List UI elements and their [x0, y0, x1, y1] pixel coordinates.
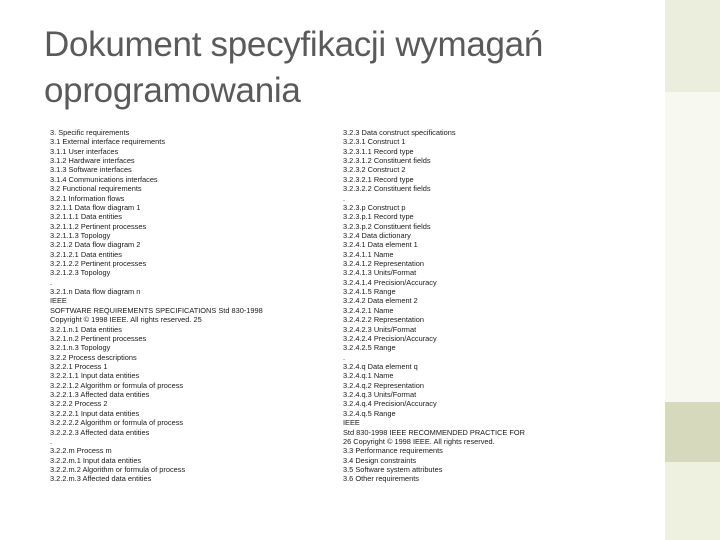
text-line: 3.2.1.2 Data flow diagram 2: [50, 240, 141, 250]
text-line: 3.2.4.1.2 Representation: [343, 259, 424, 269]
text-line: 3.2.4.q.1 Name: [343, 371, 394, 381]
text-line: 3.1.3 Software interfaces: [50, 165, 132, 175]
text-line: 3.3 Performance requirements: [343, 446, 443, 456]
text-line: 3.2.4.2 Data element 2: [343, 296, 418, 306]
text-line: 3.1.4 Communications interfaces: [50, 174, 158, 184]
text-line: 3.6 Other requirements: [343, 474, 419, 484]
right-text-column: [343, 128, 633, 484]
text-line: 3.2.3.p.2 Constituent fields: [343, 221, 431, 231]
text-line: 3.2.4.2.5 Range: [343, 343, 396, 353]
text-line: 3.5 Software system attributes: [343, 464, 443, 474]
text-line: Std 830-1998 IEEE RECOMMENDED PRACTICE FOR: [343, 427, 525, 437]
text-line: IEEE: [50, 296, 67, 306]
text-line: 3.2.3.2 Construct 2: [343, 165, 406, 175]
text-line: 3.2.1.2.2 Pertinent processes: [50, 259, 147, 269]
text-line: 3.2.3.p Construct p: [343, 202, 406, 212]
text-line: 3.2.4.q.5 Range: [343, 408, 396, 418]
text-line: 3.2.2.2.3 Affected data entities: [50, 427, 150, 437]
text-line: 3.2.1.n.2 Pertinent processes: [50, 333, 147, 343]
text-line: 3.2.4.1.4 Precision/Accuracy: [343, 277, 437, 287]
text-line: 3.2.1.1 Data flow diagram 1: [50, 202, 141, 212]
text-line: SOFTWARE REQUIREMENTS SPECIFICATIONS Std 830-1998: [50, 305, 263, 315]
text-line: 3.2.2.1.3 Affected data entities: [50, 390, 150, 400]
slide-title: Dokument specyfikacji wymagań oprogramowania: [44, 25, 544, 110]
side-band-segment: [665, 462, 720, 540]
text-line: 3.2.2.m.3 Affected data entities: [50, 474, 152, 484]
text-line: .: [343, 352, 346, 362]
text-line: 3.2.2.1 Process 1: [50, 361, 108, 371]
text-line: 3.2.3.2.2 Constituent fields: [343, 184, 431, 194]
decorative-side-band: [665, 0, 720, 540]
side-band-segment: [665, 92, 720, 402]
text-line: 26 Copyright © 1998 IEEE. All rights reserved.: [343, 436, 495, 446]
side-band-segment: [665, 402, 720, 462]
text-line: Copyright © 1998 IEEE. All rights reserved. 25: [50, 315, 202, 325]
text-line: 3.2.4.1.1 Name: [343, 249, 394, 259]
text-line: 3.4 Design constraints: [343, 455, 417, 465]
text-line: 3.2.1.n.1 Data entities: [50, 324, 122, 334]
text-line: 3.2.1.2.3 Topology: [50, 268, 111, 278]
text-line: 3.2.4.q Data element q: [343, 361, 418, 371]
text-line: .: [50, 277, 53, 287]
text-line: 3.1.2 Hardware interfaces: [50, 156, 135, 166]
side-band-segment: [665, 0, 720, 92]
text-line: 3.2.2.2 Process 2: [50, 399, 108, 409]
text-line: 3.1 External interface requirements: [50, 137, 166, 147]
text-line: 3.2.2 Process descriptions: [50, 352, 137, 362]
text-line: 3.2.1.2.1 Data entities: [50, 249, 122, 259]
text-line: 3.2.4.1.5 Range: [343, 287, 396, 297]
text-line: 3.2.3.1.2 Constituent fields: [343, 156, 431, 166]
text-line: 3.2.2.2.2 Algorithm or formula of process: [50, 418, 184, 428]
text-line: 3.2 Functional requirements: [50, 184, 142, 194]
text-line: 3.2.3 Data construct specifications: [343, 128, 456, 137]
text-line: .: [50, 436, 53, 446]
text-line: 3.2.1.1.2 Pertinent processes: [50, 221, 147, 231]
text-line: 3.2.4.1 Data element 1: [343, 240, 418, 250]
text-line: 3.2.1.1.1 Data entities: [50, 212, 122, 222]
text-line: 3.2.3.p.1 Record type: [343, 212, 414, 222]
text-line: 3.2.1 Information flows: [50, 193, 125, 203]
text-line: 3.2.4.2.2 Representation: [343, 315, 424, 325]
text-line: 3.2.3.2.1 Record type: [343, 174, 414, 184]
text-line: 3.1.1 User interfaces: [50, 146, 119, 156]
left-text-column: [50, 128, 320, 484]
text-line: 3. Specific requirements: [50, 128, 130, 137]
text-line: 3.2.2.m.1 Input data entities: [50, 455, 142, 465]
text-line: 3.2.4.2.1 Name: [343, 305, 394, 315]
text-line: 3.2.4.1.3 Units/Format: [343, 268, 417, 278]
text-line: 3.2.2.2.1 Input data entities: [50, 408, 140, 418]
text-line: 3.2.4.2.4 Precision/Accuracy: [343, 333, 437, 343]
text-line: 3.2.4.q.2 Representation: [343, 380, 424, 390]
text-line: 3.2.4.q.3 Units/Format: [343, 390, 417, 400]
text-line: 3.2.4.q.4 Precision/Accuracy: [343, 399, 437, 409]
text-line: IEEE: [343, 418, 360, 428]
text-line: 3.2.4.2.3 Units/Format: [343, 324, 417, 334]
text-line: 3.2.2.1.2 Algorithm or formula of process: [50, 380, 184, 390]
text-line: .: [343, 193, 346, 203]
text-line: 3.2.1.n.3 Topology: [50, 343, 111, 353]
text-line: 3.2.2.m Process m: [50, 446, 112, 456]
text-line: 3.2.1.n Data flow diagram n: [50, 287, 141, 297]
text-line: 3.2.1.1.3 Topology: [50, 230, 111, 240]
text-line: 3.2.2.1.1 Input data entities: [50, 371, 140, 381]
text-line: 3.2.3.1.1 Record type: [343, 146, 414, 156]
text-line: 3.2.2.m.2 Algorithm or formula of process: [50, 464, 186, 474]
text-line: 3.2.4 Data dictionary: [343, 230, 411, 240]
text-line: 3.2.3.1 Construct 1: [343, 137, 406, 147]
